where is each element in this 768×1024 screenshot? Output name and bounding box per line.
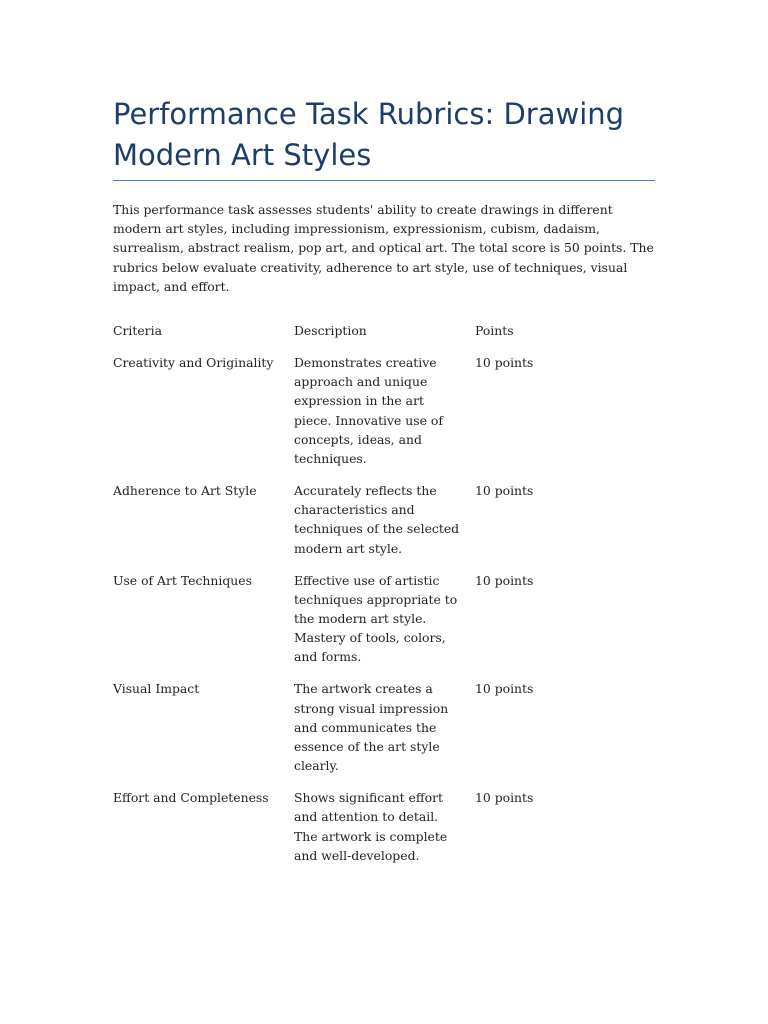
intro-paragraph: This performance task assesses students' ability to create drawings in different modern art styles, including impressionism, expressionism, cubism, dadaism, surrealism, abstract realism, pop art, and optical art. The total score is 50 points. The rubrics below evaluate creativity, adherence to art style, use of techniques, visual impact, and effort. [113,202,654,294]
description-cell: Effective use of artistic techniques appropriate to the modern art style. Mastery of tools, colors, and forms. [294,572,458,665]
criteria-cell: Adherence to Art Style [113,483,257,499]
rubric-table [113,321,673,878]
points-cell: 10 points [475,483,534,499]
description-cell: Demonstrates creative approach and unique expression in the art piece. Innovative use of concepts, ideas, and techniques. [294,355,443,467]
points-cell: 10 points [475,681,534,697]
rubric-header-row [113,321,673,340]
points-cell: 10 points [475,572,534,588]
description-cell: Accurately reflects the characteristics and techniques of the selected modern art style. [294,483,460,556]
page-title: Performance Task Rubrics: Drawing Modern Art Styles [113,97,625,172]
rubric-row-techniques [113,571,673,667]
criteria-cell: Creativity and Originality [113,355,274,370]
rubric-row-adherence [113,481,673,558]
points-cell: 10 points [475,355,534,370]
rubric-row-visual-impact [113,679,673,775]
description-cell: The artwork creates a strong visual impression and communicates the essence of the art style clearly. [294,681,449,774]
criteria-cell: Visual Impact [113,681,200,697]
description-cell: Shows significant effort and attention to detail. The artwork is complete and well-developed. [294,790,448,863]
header-criteria: Criteria [113,323,162,338]
points-cell: 10 points [475,790,534,806]
criteria-cell: Effort and Completeness [113,790,269,806]
header-points: Points [475,323,514,338]
criteria-cell: Use of Art Techniques [113,572,252,588]
title-underline [113,180,655,181]
header-description: Description [294,323,367,338]
rubric-row-creativity [113,353,673,468]
rubric-row-effort [113,788,673,865]
